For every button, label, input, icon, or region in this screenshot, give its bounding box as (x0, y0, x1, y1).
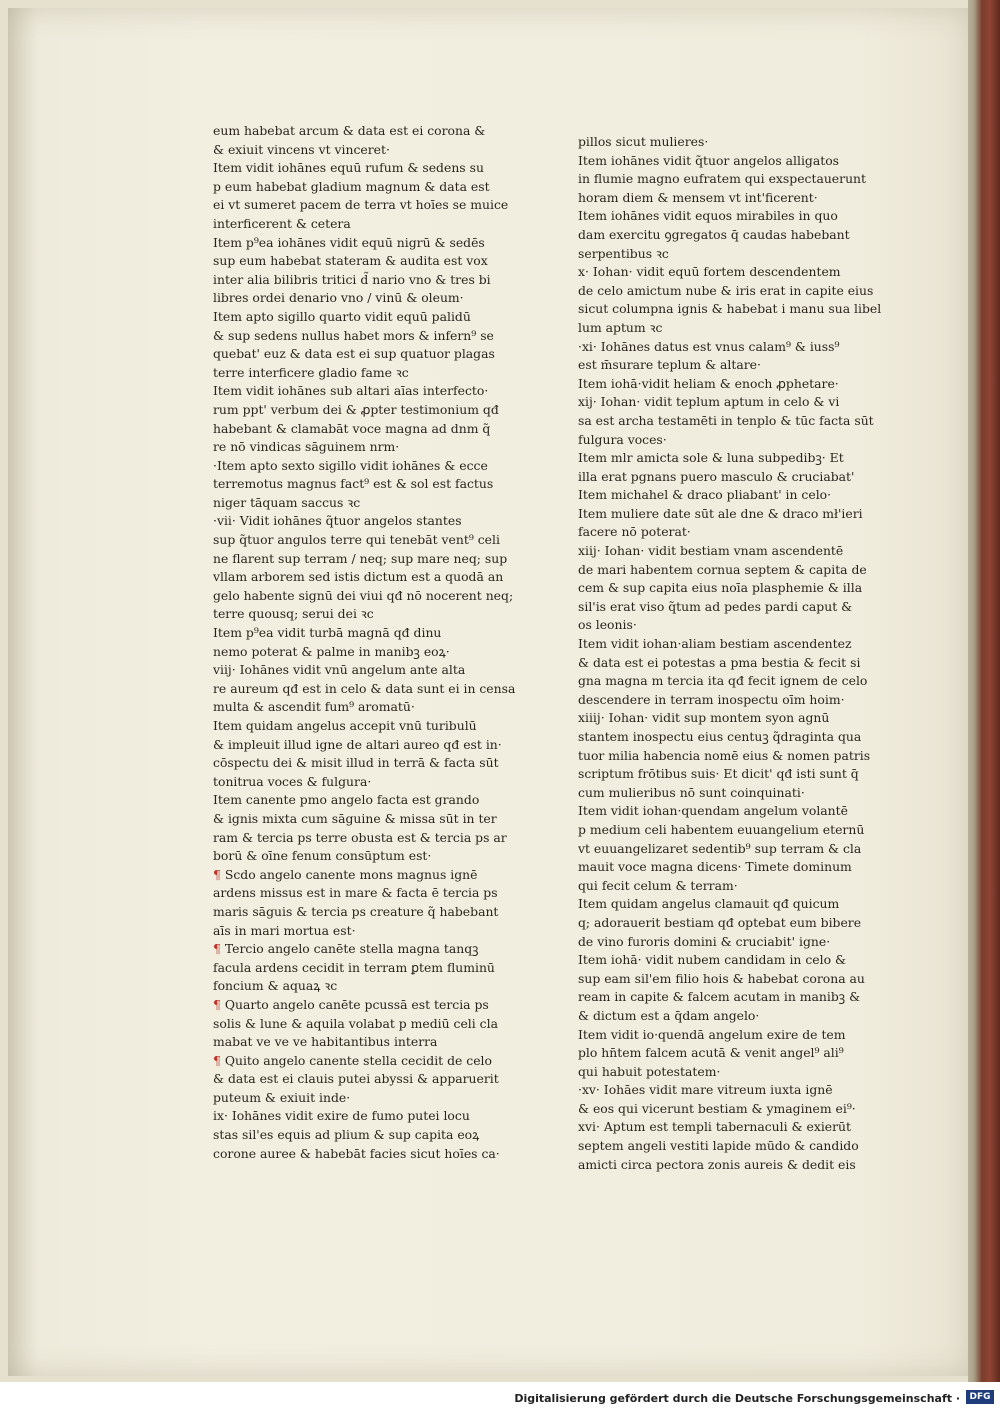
text-line: Item p⁹ea iohānes vidit equū nigrū & sedēs (213, 234, 485, 250)
text-line: & eos qui vicerunt bestiam & ymaginem ei⁹· (578, 1100, 856, 1116)
text-line: Item quidam angelus clamauit qđ quicum (578, 896, 840, 912)
text-line: multa & ascendit fum⁹ aromatū· (213, 699, 415, 715)
text-line: fulgura voces· (578, 431, 667, 447)
left-text-column (213, 122, 525, 1163)
text-line: ardens missus est in mare & facta ē tercia ps (213, 885, 498, 901)
text-line: plo hn̄tem falcem acutā & venit angel⁹ ali⁹ (578, 1045, 844, 1061)
text-line: interficerent & cetera (213, 215, 351, 231)
text-line: Item canente pmo angelo facta est grando (213, 792, 480, 808)
text-line: facere nō poterat· (578, 524, 691, 540)
text-line: Item vidit iohānes sub altari aīas interfecto· (213, 383, 489, 399)
text-line: mauit voce magna dicens· Timete dominum (578, 859, 852, 875)
text-line: sup q̃tuor angulos terre qui tenebāt vent⁹ celi (213, 532, 500, 548)
text-line: puteum & exiuit inde· (213, 1089, 351, 1105)
text-line: ·vii· Vidit iohānes q̃tuor angelos stantes (213, 513, 462, 529)
right-text-column (578, 133, 890, 1174)
text-line: sup eam sil'em filio hois & habebat corona au (578, 970, 865, 986)
text-line: terre interficere gladio fame ꝛc (213, 364, 409, 380)
text-line: libres ordei denario vno / vinū & oleum· (213, 290, 464, 306)
text-line: Item iohānes vidit q̃tuor angelos alligatos (578, 152, 840, 168)
text-line: p medium celi habentem euuangelium eternū (578, 821, 865, 837)
text-line: lum aptum ꝛc (578, 319, 663, 335)
text-line: niger tāquam saccus ꝛc (213, 494, 361, 510)
text-line: re aureum qđ est in celo & data sunt ei in censa (213, 680, 516, 696)
text-line: ream in capite & falcem acutam in manibꝫ & (578, 989, 861, 1005)
text-line: cōspectu dei & misit illud in terrā & facta sūt (213, 755, 499, 771)
text-line: qui fecit celum & terram· (578, 877, 738, 893)
text-line: stantem inospectu eius centuꝫ q̃draginta qua (578, 729, 862, 744)
text-line: in flumie magno eufratem qui exspectauerunt (578, 171, 867, 187)
text-line: habebant & clamabāt voce magna ad dnm q̃ (213, 420, 491, 436)
text-line: dam exercitu ꝯgregatos q̄ caudas habebant (578, 226, 850, 242)
text-line: xvi· Aptum est templi tabernaculi & exierūt (578, 1119, 851, 1135)
text-line: & exiuit vincens vt vinceret· (213, 141, 390, 157)
text-line: terremotus magnus fact⁹ est & sol est factus (213, 476, 494, 492)
text-line: Item mlr amicta sole & luna subpedibꝫ· Et (578, 450, 844, 466)
text-line: q; adorauerit bestiam qđ optebat eum bibere (578, 914, 862, 930)
text-line: sup eum habebat stateram & audita est vox (213, 253, 488, 269)
text-line: ¶ Quito angelo canente stella cecidit de celo (213, 1052, 492, 1068)
text-line: viij· Iohānes vidit vnū angelum ante alta (213, 662, 466, 678)
dfg-logo: DFG (966, 1390, 994, 1404)
text-line: corone auree & habebāt facies sicut hoīes ca· (213, 1145, 500, 1161)
text-line: de vino furoris domini & cruciabit' igne· (578, 933, 831, 949)
text-line: re nō vindicas sāguinem nrm· (213, 439, 400, 455)
text-line: vllam arborem sed istis dictum est a quodā an (213, 569, 504, 585)
text-line: tonitrua voces & fulgura· (213, 773, 372, 789)
text-line: eum habebat arcum & data est ei corona & (213, 123, 486, 138)
book-page-edge (968, 0, 1000, 1382)
text-line: gna magna m tercia ita qđ fecit ignem de celo (578, 673, 868, 689)
text-line: vt euuangelizaret sedentib⁹ sup terram & cla (578, 840, 862, 856)
text-line: facula ardens cecidit in terram ꝑtem fluminū (213, 959, 495, 975)
text-line: & data est ei potestas a pma bestia & fecit si (578, 654, 861, 670)
text-line: & sup sedens nullus habet mors & infern⁹ se (213, 327, 494, 343)
text-line: ne flarent sup terram / neq; sup mare neq; sup (213, 550, 508, 566)
text-line: stas sil'es equis ad plium & sup capita eoꝝ (213, 1127, 480, 1143)
text-line: foncium & aquaꝝ ꝛc (213, 978, 338, 994)
text-line: borū & oīne fenum consūptum est· (213, 848, 432, 864)
text-line: os leonis· (578, 617, 637, 633)
text-line: Item iohā· vidit nubem candidam in celo & (578, 952, 847, 968)
text-line: aīs in mari mortua est· (213, 922, 356, 938)
text-line: xij· Iohan· vidit teplum aptum in celo & vi (578, 394, 840, 410)
text-line: cum mulieribus nō sunt coinquinati· (578, 784, 805, 800)
text-line: nemo poterat & palme in manibꝫ eoꝝ· (213, 643, 450, 659)
text-line: Item p⁹ea vidit turbā magnā qđ dinu (213, 625, 442, 641)
text-line: amicti circa pectora zonis aureis & dedit eis (578, 1156, 856, 1172)
text-line: gelo habente signū dei viui qđ nō nocerent neq; (213, 587, 514, 603)
text-line: Item vidit iohānes equū rufum & sedens su (213, 160, 484, 176)
text-line: Item vidit iohan·quendam angelum volantē (578, 803, 848, 819)
text-line: de celo amictum nube & iris erat in capite eius (578, 282, 874, 298)
text-line: ¶ Scdo angelo canente mons magnus ignē (213, 866, 478, 882)
text-line: & impleuit illud igne de altari aureo qđ est in· (213, 736, 502, 752)
text-line: serpentibus ꝛc (578, 245, 669, 261)
text-line: mabat ve ve ve habitantibus interra (213, 1034, 438, 1050)
text-line: horam diem & mensem vt int'ficerent· (578, 189, 818, 205)
text-line: & data est ei clauis putei abyssi & apparuerit (213, 1071, 499, 1087)
text-line: illa erat pgnans puero masculo & cruciabat' (578, 468, 855, 484)
text-line: terre quousq; serui dei ꝛc (213, 606, 374, 622)
text-line: sil'is erat viso q̃tum ad pedes pardi caput & (578, 598, 853, 614)
text-line: xiiij· Iohan· vidit sup montem syon agnū (578, 710, 830, 726)
text-line: x· Iohan· vidit equū fortem descendentem (578, 264, 841, 280)
text-line: ·xv· Iohāes vidit mare vitreum iuxta ignē (578, 1082, 833, 1098)
text-line: septem angeli vestiti lapide mūdo & candido (578, 1138, 859, 1154)
text-line: ·xi· Iohānes datus est vnus calam⁹ & iuss⁹ (578, 338, 840, 354)
text-line: Item apto sigillo quarto vidit equū palidū (213, 308, 471, 324)
digitization-credit: Digitalisierung gefördert durch die Deutsche Forschungsgemeinschaft · (514, 1392, 960, 1405)
text-line: sa est archa testamēti in tenplo & tūc facta sūt (578, 412, 874, 428)
text-line: descendere in terram inospectu oīm hoim· (578, 691, 845, 707)
text-line: Item iohā·vidit heliam & enoch ꝓphetare· (578, 375, 839, 391)
text-line: pillos sicut mulieres· (578, 134, 709, 149)
text-line: sicut columpna ignis & habebat i manu sua libel (578, 301, 882, 317)
text-line: scriptum frōtibus suis· Et dicit' qđ isti sunt q̄ (578, 766, 859, 782)
text-line: cem & sup capita eius noīa plasphemie & illa (578, 580, 863, 596)
text-line: solis & lune & aquila volabat p mediū celi cla (213, 1015, 498, 1031)
text-line: rum ppt' verbum dei & ꝓpter testimonium qđ (213, 401, 499, 417)
text-line: & ignis mixta cum sāguine & missa sūt in ter (213, 810, 497, 826)
text-line: ¶ Quarto angelo canēte pcussā est tercia ps (213, 996, 489, 1012)
text-line: inter alia bilibris tritici d̃ nario vno & tres bi (213, 271, 491, 287)
text-line: Item vidit iohan·aliam bestiam ascendentez (578, 636, 852, 652)
text-line: Item muliere date sūt ale dne & draco mł'ieri (578, 505, 863, 521)
text-line: quebat' euz & data est ei sup quatuor plagas (213, 346, 495, 362)
text-line: Item michahel & draco pliabant' in celo· (578, 487, 832, 503)
text-line: ram & tercia ps terre obusta est & tercia ps ar (213, 829, 507, 845)
text-line: est m̄surare teplum & altare· (578, 357, 761, 373)
text-line: qui habuit potestatem· (578, 1063, 721, 1079)
text-line: de mari habentem cornua septem & capita de (578, 561, 867, 577)
text-line: Item quidam angelus accepit vnū turibulū (213, 718, 477, 733)
text-line: ei vt sumeret pacem de terra vt hoīes se muice (213, 197, 509, 213)
text-line: ·Item apto sexto sigillo vidit iohānes & ecce (213, 457, 488, 473)
text-line: ¶ Tercio angelo canēte stella magna tanqꝫ (213, 941, 479, 957)
text-line: tuor milia habencia nomē eius & nomen patris (578, 747, 871, 763)
text-line: ix· Iohānes vidit exire de fumo putei locu (213, 1108, 470, 1124)
text-line: & dictum est a q̄dam angelo· (578, 1007, 760, 1023)
text-line: Item vidit io·quendā angelum exire de tem (578, 1026, 846, 1042)
text-line: Item iohānes vidit equos mirabiles in quo (578, 208, 838, 224)
text-line: xiij· Iohan· vidit bestiam vnam ascendentē (578, 543, 844, 559)
text-line: p eum habebat gladium magnum & data est (213, 178, 490, 194)
text-line: maris sāguis & tercia ps creature q̃ habebant (213, 903, 499, 919)
